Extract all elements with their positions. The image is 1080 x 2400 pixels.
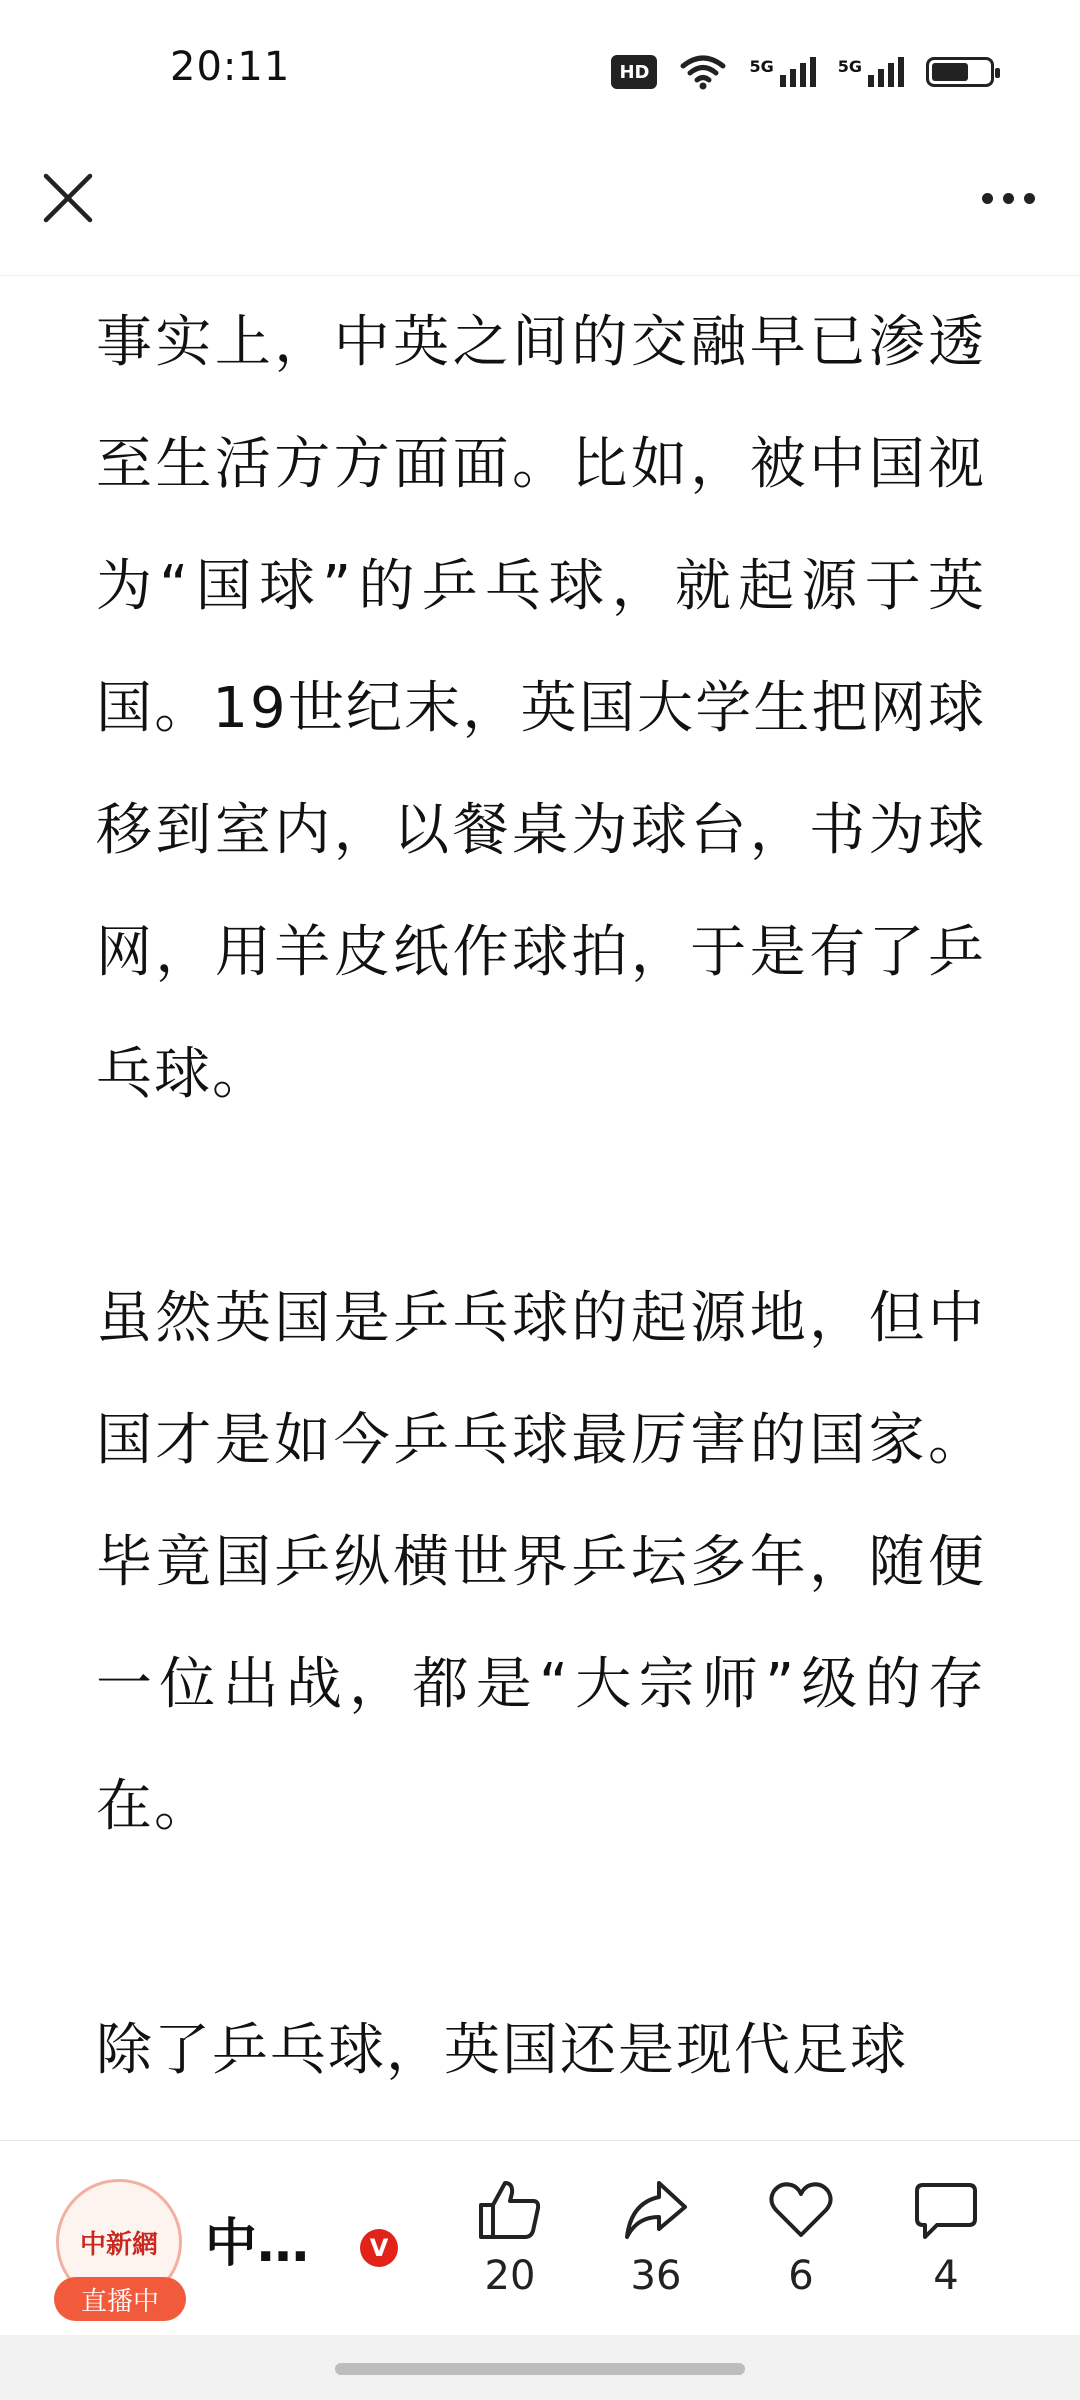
status-icons [611, 50, 994, 94]
share-button[interactable] [601, 2179, 711, 2299]
comment-icon [913, 2179, 979, 2241]
more-icon-dot [1003, 193, 1014, 204]
article-body [96, 282, 986, 2234]
live-badge: 直播中 [54, 2277, 186, 2321]
top-nav [0, 140, 1080, 276]
article-paragraph: 除了乒乓球，英国还是现代足球 [96, 2018, 908, 2083]
article-paragraph: 事实上，中英之间的交融早已渗透至生活方方面面。比如，被中国视为“国球”的乒乓球，就起源于英国。19世纪末，英国大学生把网球移到室内，以餐桌为球台，书为球网，用羊皮纸作球拍，于是有了乒乓球。 [96, 310, 986, 1107]
like-button[interactable] [455, 2179, 565, 2299]
signal-icon-1: 5G [749, 57, 815, 87]
more-icon-dot [1024, 193, 1035, 204]
verified-badge: V [360, 2229, 398, 2267]
share-count: 36 [630, 2253, 682, 2299]
publisher-avatar[interactable] [56, 2179, 186, 2317]
favorite-button[interactable] [746, 2179, 856, 2299]
more-button[interactable] [976, 170, 1040, 226]
home-indicator[interactable] [335, 2363, 745, 2375]
wifi-icon [679, 54, 727, 90]
status-bar [0, 0, 1080, 140]
comment-count: 4 [933, 2253, 959, 2299]
close-icon [40, 170, 96, 226]
comment-button[interactable] [891, 2179, 1001, 2299]
share-icon [623, 2179, 689, 2241]
battery-level [932, 63, 968, 81]
gesture-area [0, 2335, 1080, 2400]
signal-icon-2: 5G [838, 57, 904, 87]
bottom-action-bar [0, 2140, 1080, 2336]
status-time: 20:11 [170, 44, 291, 90]
heart-icon [768, 2179, 834, 2241]
more-icon-dot [982, 193, 993, 204]
avatar: 中新網 [56, 2179, 182, 2305]
publisher-name[interactable]: 中… [205, 2214, 310, 2274]
article-paragraph: 虽然英国是乒乓球的起源地，但中国才是如今乒乓球最厉害的国家。毕竟国乒纵横世界乒坛多年，随便一位出战，都是“大宗师”级的存在。 [96, 1286, 986, 1839]
favorite-count: 6 [788, 2253, 814, 2299]
close-button[interactable] [40, 170, 96, 226]
hd-icon: HD [611, 55, 657, 89]
thumbs-up-icon [477, 2179, 543, 2241]
battery-icon [926, 57, 994, 87]
like-count: 20 [484, 2253, 536, 2299]
